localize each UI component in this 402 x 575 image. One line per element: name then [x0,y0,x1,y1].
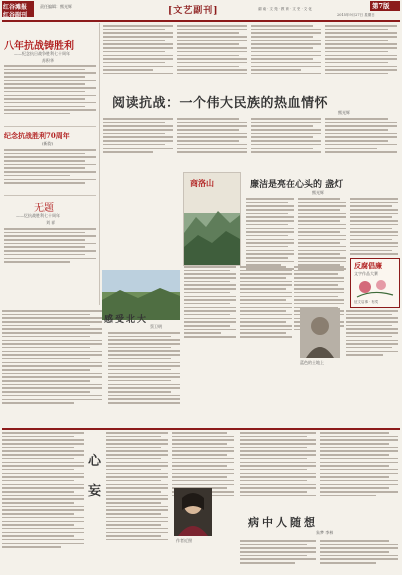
poem-block-1 [4,65,96,117]
feature-headline: 阅读抗战：一个伟大民族的热血情怀 [112,96,329,111]
heart-headline-1: 心 [88,454,102,469]
headline-untitled-sub: ——忆抗战胜利七十周年 [16,213,60,218]
masthead [0,0,402,22]
section-subtitle: 湖 南 · 文 苑 · 教 育 · 文 史 · 文 化 [258,7,312,11]
portrait-caption: 蓝色的土地上 [300,360,324,365]
article-body-top [103,25,399,89]
beida-body-2 [108,332,180,424]
right-body-mid [346,310,398,370]
section-title: [文艺副刊] [168,6,219,16]
illness-author: 朱梦 李林 [316,530,334,535]
logo-subtitle: 红谷副刊 [3,12,28,19]
ad-title: 反腐倡廉 [354,261,382,270]
heart-headline-2: 妄 [88,484,102,499]
page-badge: 第7版 [372,2,390,10]
headline-anniversary-sub: (新韵) [42,141,54,146]
divider [4,126,96,127]
issue-date: 2015年9月27日 星期日 [337,13,375,17]
headline-victory: 八年抗战铸胜利 [4,41,74,52]
book-title: 商洛山 [190,178,214,188]
poem-block-2 [4,149,96,186]
article-body-feature [103,118,399,166]
integrity-headline: 廉洁是亮在心头的 盏灯 [250,180,344,190]
ad-box [350,258,400,308]
bottom-right-body [240,432,398,512]
headline-anniversary: 纪念抗战胜利70周年 [4,131,70,140]
headline-victory-sub: ——纪念抗日战争胜利七十周年 [14,51,70,56]
column-rule [99,23,100,305]
bottom-section-rule [2,428,400,430]
beida-headline: 感受北大 [104,315,149,325]
bottom-portrait-caption: 作者近照 [176,538,192,543]
beida-author: 蔡卫明 [150,324,162,329]
bottom-right-body-2 [240,540,398,572]
author-portrait [300,308,340,358]
poem-block-3 [4,228,96,265]
headline-victory-author: 苏积华 [42,58,54,63]
bottom-center-body [106,432,236,572]
logo-text: 红谷滩报 [3,4,28,11]
feature-author: 熊光辉 [338,110,350,115]
divider [4,195,96,196]
editor-credit: 责任编辑：熊光辉 [40,4,72,9]
illness-headline: 病中人随想 [248,516,318,529]
beida-body [2,310,102,425]
headline-untitled: 无题 [34,203,54,214]
masthead-rule [2,20,400,22]
left-column [2,23,98,305]
integrity-author: 熊光辉 [312,190,324,195]
ad-footer: 征文启事 · 有奖 [354,300,379,304]
flower-painting [353,277,397,299]
headline-untitled-author: 刘 祥 [46,220,56,225]
bottom-left-body [2,432,84,572]
bottom-portrait [174,488,212,536]
ad-subtitle: 文字作品大赛 [354,271,378,276]
